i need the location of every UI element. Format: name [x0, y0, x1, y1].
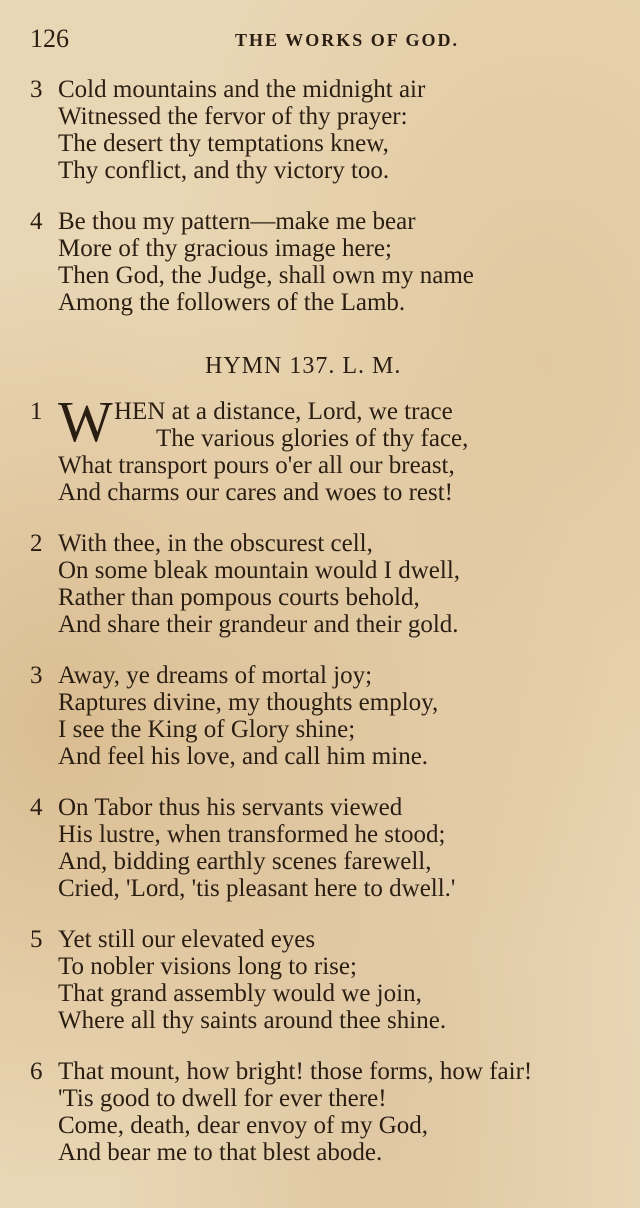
stanza-number: 5	[30, 926, 43, 953]
verse-line: That grand assembly would we join,	[58, 980, 422, 1007]
verse-line: Cried, 'Lord, 'tis pleasant here to dwell.'	[58, 875, 456, 902]
verse-line: I see the King of Glory shine;	[58, 716, 356, 743]
running-head: THE WORKS OF GOD.	[235, 30, 460, 50]
stanza-number: 2	[30, 530, 43, 557]
drop-cap: W	[58, 389, 113, 454]
verse-line: And share their grandeur and their gold.	[58, 611, 459, 638]
verse-line: Yet still our elevated eyes	[58, 926, 316, 953]
verse-line: Rather than pompous courts behold,	[58, 584, 420, 611]
verse-line: On some bleak mountain would I dwell,	[58, 557, 461, 584]
stanza-number: 6	[30, 1058, 43, 1085]
verse-line: And, bidding earthly scenes farewell,	[58, 848, 432, 875]
page-number: 126	[30, 24, 69, 53]
verse-line: Away, ye dreams of mortal joy;	[58, 662, 373, 689]
stanza-number: 3	[30, 76, 43, 103]
stanza-number: 4	[30, 794, 43, 821]
verse-line: Among the followers of the Lamb.	[58, 289, 406, 316]
verse-line: 'Tis good to dwell for ever there!	[58, 1085, 387, 1112]
stanza-number: 1	[30, 398, 43, 425]
verse-line: Cold mountains and the midnight air	[58, 76, 426, 103]
verse-line: Where all thy saints around thee shine.	[58, 1007, 447, 1034]
verse-line: Be thou my pattern—make me bear	[58, 208, 416, 235]
verse-line: More of thy gracious image here;	[58, 235, 392, 262]
verse-line: With thee, in the obscurest cell,	[58, 530, 373, 557]
verse-line: And bear me to that blest abode.	[58, 1139, 383, 1166]
stanza-number: 3	[30, 662, 43, 689]
verse-line: And feel his love, and call him mine.	[58, 743, 429, 770]
verse-line: Then God, the Judge, shall own my name	[58, 262, 474, 289]
verse-line: HEN at a distance, Lord, we trace	[114, 398, 453, 425]
verse-line: And charms our cares and woes to rest!	[58, 479, 454, 506]
page-header	[30, 24, 610, 60]
verse-line: The desert thy temptations knew,	[58, 130, 389, 157]
verse-line: What transport pours o'er all our breast,	[58, 452, 455, 479]
verse-line: Thy conflict, and thy victory too.	[58, 157, 390, 184]
stanza-number: 4	[30, 208, 43, 235]
verse-line: The various glories of thy face,	[156, 425, 469, 452]
verse-line: To nobler visions long to rise;	[58, 953, 357, 980]
verse-line: Come, death, dear envoy of my God,	[58, 1112, 429, 1139]
verse-line: Raptures divine, my thoughts employ,	[58, 689, 439, 716]
hymn-title: HYMN 137. L. M.	[205, 353, 402, 379]
verse-line: His lustre, when transformed he stood;	[58, 821, 446, 848]
verse-line: That mount, how bright! those forms, how fair!	[58, 1058, 533, 1085]
verse-line: On Tabor thus his servants viewed	[58, 794, 403, 821]
verse-line: Witnessed the fervor of thy prayer:	[58, 103, 408, 130]
